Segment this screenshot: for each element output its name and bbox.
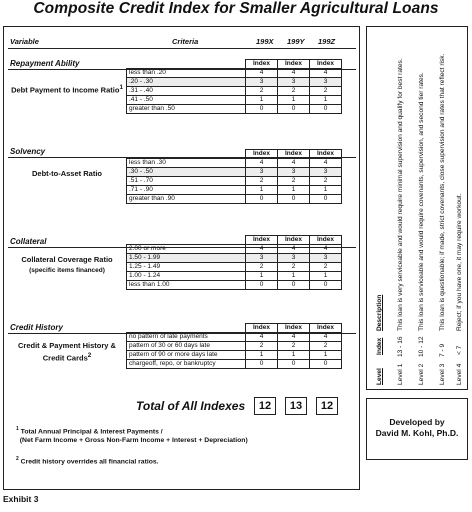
year-header-3: 199Z (318, 37, 336, 46)
value-cell: 1 (310, 186, 342, 195)
footnote-text: Credit history overrides all financial ratios. (20, 458, 159, 466)
level-4-desc: Reject; if you have one, it may require workout. (456, 193, 463, 331)
exhibit-label: Exhibit 3 (3, 494, 39, 504)
criteria-cell: greater than .50 (127, 105, 246, 114)
table-row (127, 168, 342, 177)
footnote-text: Total Annual Principal & Interest Payments / (20, 428, 163, 436)
criteria-cell: .30 - .50 (127, 168, 246, 177)
value-cell: 1 (278, 272, 310, 281)
index-label: Index (278, 324, 310, 333)
value-cell: 1 (310, 272, 342, 281)
criteria-cell: .51 - .70 (127, 177, 246, 186)
table-row (127, 281, 342, 290)
table-row (127, 96, 342, 105)
level-2-index: 10 - 12 (418, 336, 425, 357)
value-cell: 3 (246, 254, 278, 263)
value-cell: 2 (246, 87, 278, 96)
table-row (127, 272, 342, 281)
developer-box (366, 398, 468, 460)
blank-cell (127, 324, 246, 333)
value-cell: 0 (278, 105, 310, 114)
criteria-cell: 2.00 or more (127, 245, 246, 254)
total-value-1: 12 (254, 397, 276, 415)
table-row (127, 333, 342, 342)
value-cell: 4 (310, 159, 342, 168)
value-cell: 0 (310, 281, 342, 290)
table-row (127, 105, 342, 114)
table-row (127, 263, 342, 272)
criteria-cell: .31 - .40 (127, 87, 246, 96)
level-1-name: Level 1 (397, 363, 404, 385)
grid-header-row (127, 150, 342, 159)
index-label: Index (246, 60, 278, 69)
desc-text: Debt-to-Asset Ratio (31, 169, 102, 178)
value-cell: 4 (310, 245, 342, 254)
level-header: Level (376, 368, 383, 385)
level-3-desc: This loan is questionable; if made, strict covenants, close supervision and rates that reflect risk. (439, 53, 446, 331)
value-cell: 1 (278, 96, 310, 105)
value-cell: 4 (310, 69, 342, 78)
criteria-header: Criteria (172, 37, 199, 46)
table-row (127, 360, 342, 369)
criteria-cell: .20 - .30 (127, 78, 246, 87)
level-1-desc: This loan is very serviceable and would require minimal supervision and qualify for best rates. (397, 58, 404, 331)
table-row (127, 245, 342, 254)
value-cell: 0 (278, 360, 310, 369)
footnote-text: (Net Farm Income + Gross Non-Farm Income + Interest + Depreciation) (19, 437, 248, 445)
value-cell: 0 (246, 195, 278, 204)
value-cell: 4 (278, 69, 310, 78)
desc-note: (specific items financed) (29, 266, 105, 274)
index-label: Index (278, 236, 310, 245)
table-row (127, 78, 342, 87)
value-cell: 2 (278, 263, 310, 272)
section-title-repayment: Repayment Ability (10, 59, 80, 68)
index-header: Index (376, 337, 383, 355)
criteria-cell: 1.25 - 1.49 (127, 263, 246, 272)
grid-header-row (127, 324, 342, 333)
value-cell: 3 (246, 78, 278, 87)
blank-cell (127, 60, 246, 69)
index-label: Index (278, 150, 310, 159)
value-cell: 2 (278, 177, 310, 186)
value-cell: 1 (246, 96, 278, 105)
table-row (127, 159, 342, 168)
desc-repayment (10, 83, 124, 95)
criteria-cell: .41 - .50 (127, 96, 246, 105)
criteria-cell: less than .30 (127, 159, 246, 168)
table-row (127, 186, 342, 195)
criteria-cell: no pattern of late payments (127, 333, 246, 342)
criteria-cell: .71 - .90 (127, 186, 246, 195)
value-cell: 1 (310, 351, 342, 360)
value-cell: 4 (246, 245, 278, 254)
criteria-grid-credit-history (126, 323, 342, 369)
total-label: Total of All Indexes (136, 399, 246, 413)
value-cell: 1 (278, 186, 310, 195)
level-4-name: Level 4 (456, 363, 463, 385)
value-cell: 3 (310, 254, 342, 263)
criteria-cell: 1.50 - 1.99 (127, 254, 246, 263)
value-cell: 0 (310, 105, 342, 114)
level-1-index: 13 - 16 (397, 336, 404, 357)
criteria-cell: pattern of 30 or 60 days late (127, 342, 246, 351)
blank-cell (127, 150, 246, 159)
table-row (127, 351, 342, 360)
value-cell: 0 (310, 195, 342, 204)
value-cell: 4 (278, 333, 310, 342)
level-3-name: Level 3 (439, 363, 446, 385)
value-cell: 2 (310, 263, 342, 272)
page-title: Composite Credit Index for Smaller Agricultural Loans (33, 0, 439, 17)
desc-text: Debt Payment to Income Ratio (11, 85, 120, 95)
value-cell: 4 (310, 333, 342, 342)
grid-header-row (127, 236, 342, 245)
index-label: Index (310, 324, 342, 333)
value-cell: 4 (246, 159, 278, 168)
description-header: Description (376, 294, 383, 331)
index-label: Index (246, 236, 278, 245)
value-cell: 0 (246, 105, 278, 114)
value-cell: 1 (246, 272, 278, 281)
spacer (367, 399, 467, 417)
desc-text: Collateral Coverage Ratio (21, 255, 113, 264)
table-row (127, 342, 342, 351)
value-cell: 1 (278, 351, 310, 360)
table-row (127, 87, 342, 96)
footnote-1 (16, 425, 248, 445)
criteria-cell: pattern of 90 or more days late (127, 351, 246, 360)
value-cell: 2 (246, 263, 278, 272)
level-3-index: 7 - 9 (439, 343, 446, 357)
value-cell: 2 (310, 87, 342, 96)
total-value-2: 13 (285, 397, 307, 415)
index-label: Index (310, 236, 342, 245)
section-title-credit-history: Credit History (10, 323, 63, 332)
criteria-cell: greater than .90 (127, 195, 246, 204)
header-rule (8, 48, 356, 49)
index-label: Index (310, 150, 342, 159)
criteria-cell: chargeoff, repo, or bankruptcy (127, 360, 246, 369)
criteria-cell: less than .20 (127, 69, 246, 78)
criteria-cell: less than 1.00 (127, 281, 246, 290)
criteria-grid-solvency (126, 149, 342, 204)
desc-sup: 2 (87, 351, 92, 359)
index-label: Index (246, 150, 278, 159)
desc-collateral (10, 255, 124, 275)
value-cell: 2 (310, 177, 342, 186)
value-cell: 1 (246, 186, 278, 195)
footnote-2 (16, 455, 159, 466)
value-cell: 2 (278, 87, 310, 96)
value-cell: 0 (246, 281, 278, 290)
footnote-marker: 2 (16, 456, 19, 462)
table-row (127, 254, 342, 263)
credit-index-table (3, 26, 360, 490)
index-label: Index (278, 60, 310, 69)
value-cell: 2 (246, 177, 278, 186)
level-2-name: Level 2 (418, 363, 425, 385)
criteria-cell: 1.00 - 1.24 (127, 272, 246, 281)
value-cell: 3 (246, 168, 278, 177)
value-cell: 0 (278, 281, 310, 290)
value-cell: 4 (246, 333, 278, 342)
desc-credit-history (10, 341, 124, 363)
table-row (127, 195, 342, 204)
developer-name: David M. Kohl, Ph.D. (375, 428, 459, 438)
table-row (127, 177, 342, 186)
footnote-marker: 1 (16, 426, 19, 432)
section-title-collateral: Collateral (10, 237, 47, 246)
criteria-grid-collateral (126, 235, 342, 290)
value-cell: 4 (278, 245, 310, 254)
value-cell: 3 (310, 78, 342, 87)
grid-header-row (127, 60, 342, 69)
value-cell: 0 (278, 195, 310, 204)
value-cell: 0 (246, 360, 278, 369)
value-cell: 3 (278, 78, 310, 87)
value-cell: 2 (246, 342, 278, 351)
year-header-1: 199X (256, 37, 274, 46)
value-cell: 1 (246, 351, 278, 360)
index-label: Index (310, 60, 342, 69)
value-cell: 3 (310, 168, 342, 177)
blank-cell (127, 236, 246, 245)
year-header-2: 199Y (287, 37, 305, 46)
level-4-index: < 7 (456, 345, 463, 355)
value-cell: 2 (310, 342, 342, 351)
desc-sup: 1 (119, 84, 123, 91)
variable-header: Variable (10, 37, 39, 46)
value-cell: 4 (246, 69, 278, 78)
value-cell: 0 (310, 360, 342, 369)
desc-solvency (10, 169, 124, 179)
level-description-panel (366, 26, 468, 390)
section-title-solvency: Solvency (10, 147, 46, 156)
developed-by-label: Developed by (389, 417, 445, 427)
value-cell: 3 (278, 254, 310, 263)
criteria-grid-repayment (126, 59, 342, 114)
value-cell: 1 (310, 96, 342, 105)
level-2-desc: This loan is serviceable and would require covenants, supervision, and second tier rates. (418, 72, 425, 331)
table-row (127, 69, 342, 78)
index-label: Index (246, 324, 278, 333)
total-value-3: 12 (316, 397, 338, 415)
value-cell: 3 (278, 168, 310, 177)
value-cell: 4 (278, 159, 310, 168)
desc-text: Credit & Payment History & Credit Cards (18, 341, 116, 362)
value-cell: 2 (278, 342, 310, 351)
